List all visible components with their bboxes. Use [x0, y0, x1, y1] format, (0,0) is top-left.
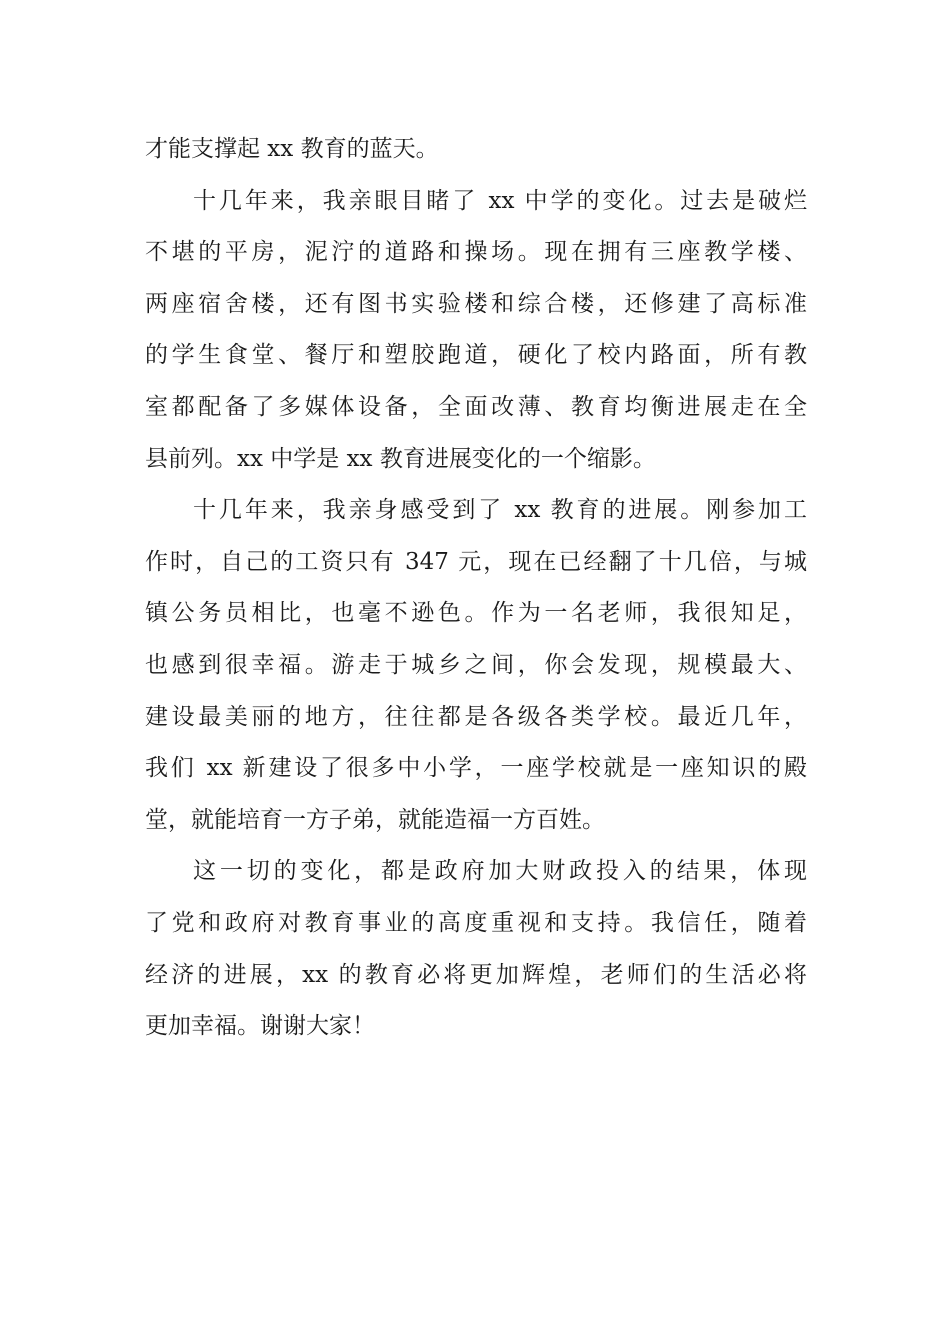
paragraph-line: 十几年来，我亲眼目睹了 xx 中学的变化。过去是破烂	[193, 187, 807, 214]
document-body	[145, 124, 807, 1053]
paragraph-line: 才能支撑起 xx 教育的蓝天。	[145, 136, 439, 162]
paragraph-line: 我们 xx 新建设了很多中小学，一座学校就是一座知识的殿	[145, 755, 807, 782]
paragraph-line: 了党和政府对教育事业的高度重视和支持。我信任，随着	[145, 909, 807, 936]
paragraph-line: 经济的进展，xx 的教育必将更加辉煌，老师们的生活必将	[145, 961, 807, 988]
paragraph-line: 的学生食堂、餐厅和塑胶跑道，硬化了校内路面，所有教	[145, 342, 807, 369]
paragraph-line: 建设最美丽的地方，往往都是各级各类学校。最近几年，	[145, 703, 807, 730]
paragraph-line: 这一切的变化，都是政府加大财政投入的结果，体现	[193, 858, 807, 885]
paragraph-line: 更加幸福。谢谢大家！	[145, 1013, 375, 1040]
paragraph-line: 两座宿舍楼，还有图书实验楼和综合楼，还修建了高标准	[145, 290, 807, 317]
paragraph-line: 十几年来，我亲身感受到了 xx 教育的进展。刚参加工	[193, 497, 807, 524]
paragraph-line: 也感到很幸福。游走于城乡之间，你会发现，规模最大、	[145, 651, 807, 678]
paragraph-line: 不堪的平房，泥泞的道路和操场。现在拥有三座教学楼、	[145, 239, 807, 266]
paragraph-line: 作时，自己的工资只有 347 元，现在已经翻了十几倍，与城	[145, 548, 807, 575]
paragraph-line: 室都配备了多媒体设备，全面改薄、教育均衡进展走在全	[145, 393, 807, 420]
paragraph-line: 堂，就能培育一方子弟，就能造福一方百姓。	[145, 806, 605, 833]
paragraph-line: 县前列。xx 中学是 xx 教育进展变化的一个缩影。	[145, 445, 656, 472]
paragraph-line: 镇公务员相比，也毫不逊色。作为一名老师，我很知足，	[145, 600, 807, 627]
